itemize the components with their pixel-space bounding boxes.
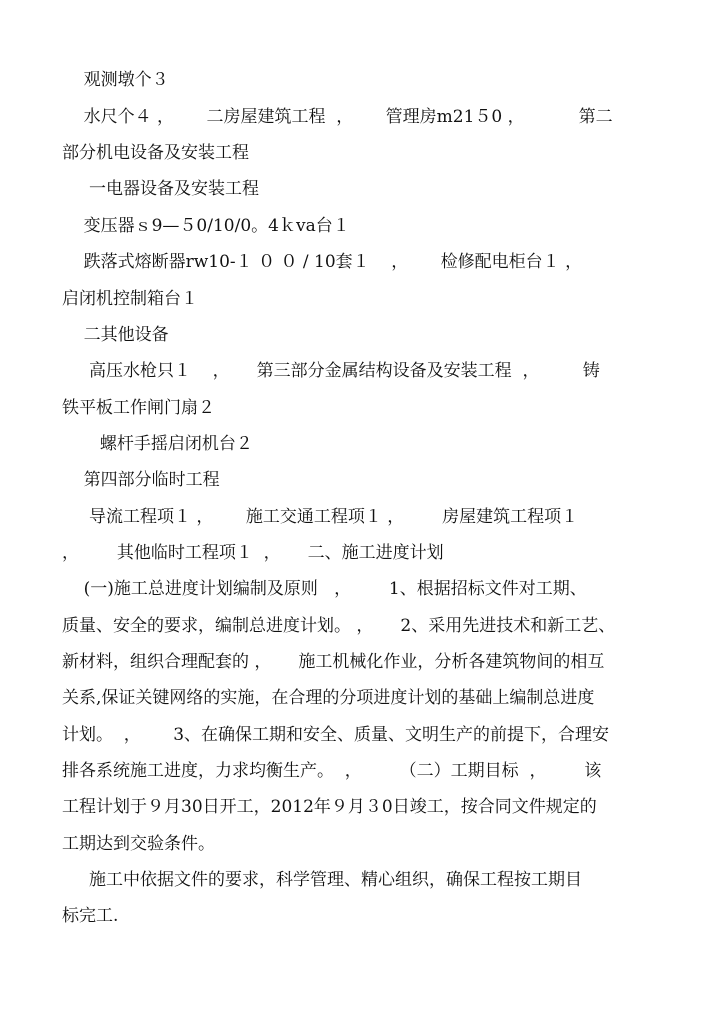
text-line: 标完工. — [62, 906, 119, 926]
text-line: 二其他设备 — [62, 325, 169, 345]
text-line: 观测墩个３ — [62, 70, 169, 90]
text-line: 工期达到交验条件。 — [62, 834, 215, 854]
text-line: ， 其他临时工程项１ ， 二、施工进度计划 — [62, 543, 444, 563]
text-line: 铁平板工作闸门扇２ — [62, 398, 215, 418]
text-line: 跌落式熔断器rw10-１ ０ ０ / 10套１ ， 检修配电柜台１ ， — [62, 252, 583, 272]
text-line: 启闭机控制箱台１ — [62, 289, 198, 309]
text-line: 关系,保证关键网络的实施，在合理的分项进度计划的基础上编制总进度 — [62, 688, 595, 708]
text-line: 计划。 ， 3、在确保工期和安全、质量、文明生产的前提下，合理安 — [62, 725, 610, 745]
text-line: 新材料，组织合理配套的 ， 施工机械化作业，分析各建筑物间的相互 — [62, 652, 605, 672]
text-line: 施工中依据文件的要求，科学管理、精心组织，确保工程按工期目 — [62, 870, 583, 890]
text-line: 排各系统施工进度，力求均衡生产。 ， （二）工期目标 ， 该 — [62, 761, 602, 781]
text-line: 导流工程项１ ， 施工交通工程项１ ， 房屋建筑工程项１ — [62, 507, 579, 527]
text-line: 水尺个４ ， 二房屋建筑工程 ， 管理房m21５0 ， 第二 — [62, 107, 613, 127]
text-line: 一电器设备及安装工程 — [62, 179, 260, 199]
text-line: 工程计划于９月30日开工，2012年９月３0日竣工，按合同文件规定的 — [62, 797, 597, 817]
text-line: (一)施工总进度计划编制及原则 ， 1、根据招标文件对工期、 — [62, 579, 587, 599]
text-line: 螺杆手摇启闭机台２ — [62, 434, 253, 454]
text-line: 高压水枪只１ ， 第三部分金属结构设备及安装工程 ， 铸 — [62, 361, 600, 381]
text-line: 第四部分临时工程 — [62, 470, 220, 490]
text-line: 变压器ｓ9—５0/10/0。4ｋva台１ — [62, 216, 350, 236]
text-line: 部分机电设备及安装工程 — [62, 143, 249, 163]
text-line: 质量、安全的要求，编制总进度计划。 ， 2、采用先进技术和新工艺、 — [62, 616, 616, 636]
